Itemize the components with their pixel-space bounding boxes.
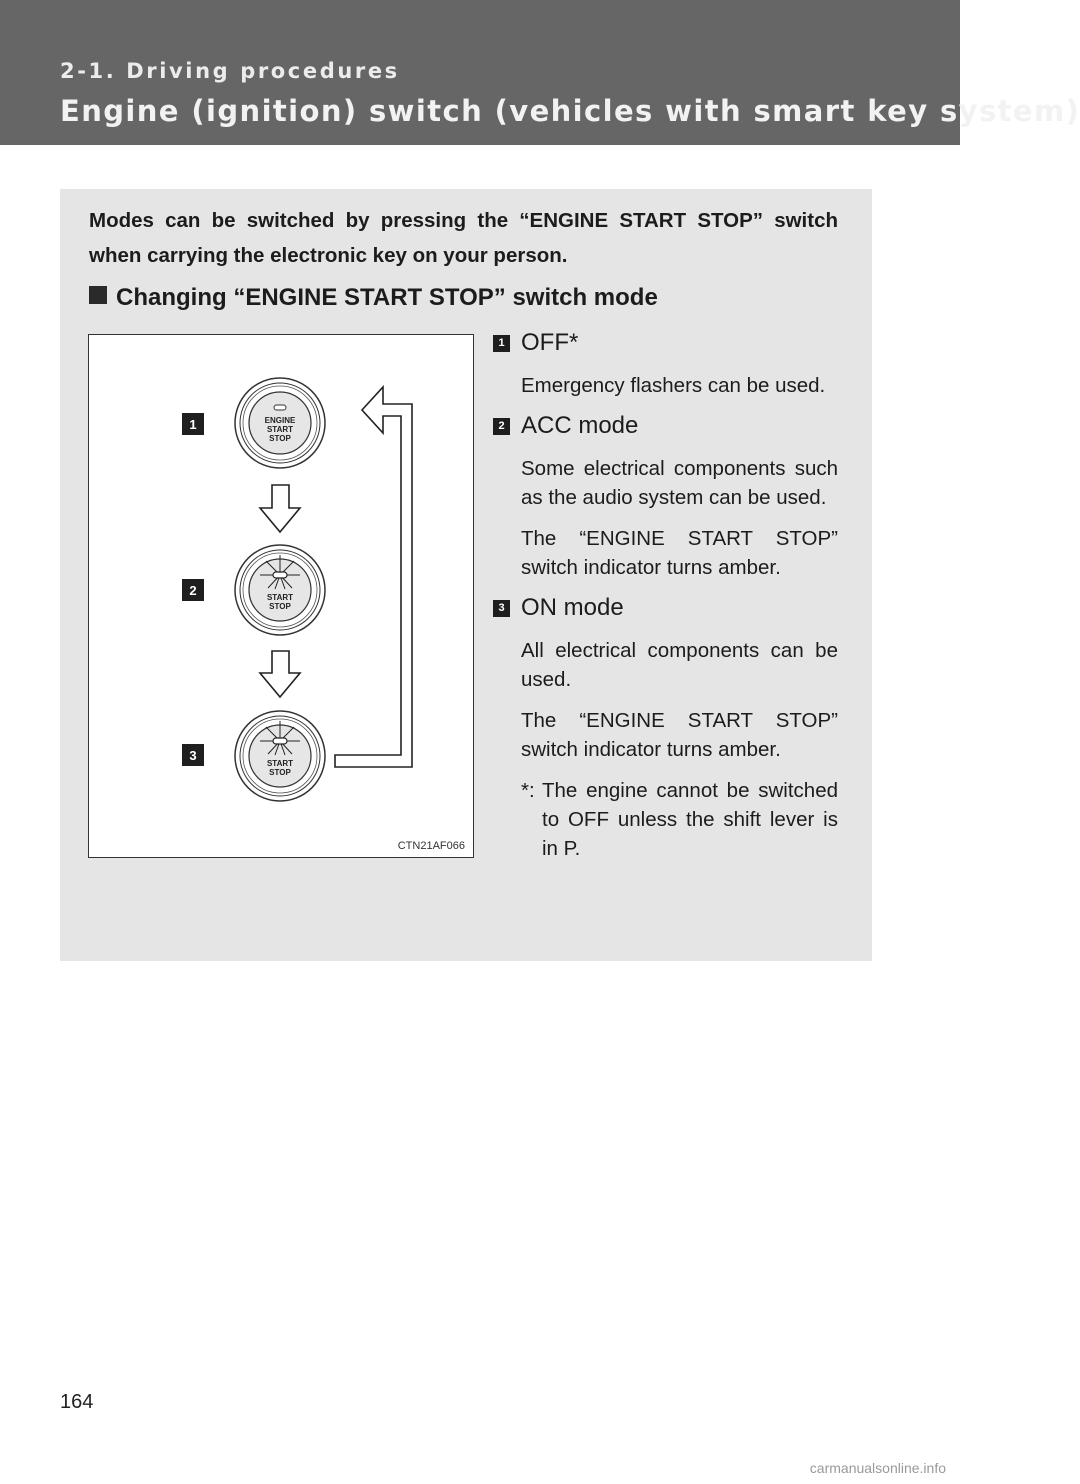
square-bullet-icon [89, 286, 107, 304]
mode-title: OFF* [521, 329, 579, 356]
intro-text: Modes can be switched by pressing the “ENGINE START STOP” switch when carrying the electronic key on your person. [89, 209, 838, 267]
mode-list [493, 329, 838, 863]
label-2-icon [182, 579, 204, 601]
svg-text:STOP: STOP [269, 602, 291, 611]
label-3-icon [182, 744, 204, 766]
svg-text:STOP: STOP [269, 768, 291, 777]
chapter-header [0, 0, 1080, 145]
page-number: 164 [60, 1391, 94, 1413]
footnote-mark: *: [521, 779, 535, 802]
figure-code: CTN21AF066 [397, 840, 465, 852]
mode-description: Some electrical components such as the audio system can be used. [521, 457, 838, 509]
svg-text:START: START [266, 759, 294, 768]
svg-text:STOP: STOP [269, 434, 291, 443]
subheading-text: Changing “ENGINE START STOP” switch mode [116, 284, 658, 311]
section-label: 2-1. Driving procedures [60, 59, 400, 83]
footnote-text: The engine cannot be switched to OFF unless the shift lever is in P. [542, 779, 838, 860]
label-1-icon [182, 413, 204, 435]
svg-text:START: START [266, 593, 294, 602]
engine-button-lit-icon [235, 711, 325, 801]
mode-description: The “ENGINE START STOP” switch indicator turns amber. [521, 527, 838, 579]
mode-description: All electrical components can be used. [521, 639, 838, 691]
mode-title: ACC mode [521, 412, 639, 439]
footnote [521, 776, 838, 863]
switch-mode-diagram [89, 335, 473, 857]
down-arrow-icon [260, 485, 300, 532]
mode-item-acc [493, 412, 838, 582]
content-box [60, 189, 872, 961]
subheading [89, 284, 658, 312]
mode-item-on [493, 594, 838, 863]
svg-text:ENGINE: ENGINE [264, 416, 296, 425]
mode-title: ON mode [521, 594, 624, 621]
svg-text:START: START [266, 425, 294, 434]
svg-text:3: 3 [189, 748, 197, 763]
mode-description: The “ENGINE START STOP” switch indicator turns amber. [521, 709, 838, 761]
engine-button-off-icon [235, 378, 325, 468]
svg-text:1: 1 [189, 417, 197, 432]
mode-item-off [493, 329, 838, 400]
svg-text:2: 2 [189, 583, 197, 598]
return-arrow-icon [335, 387, 412, 767]
engine-button-lit-icon [235, 545, 325, 635]
mode-description: Emergency flashers can be used. [521, 374, 826, 397]
number-badge-icon: 2 [493, 418, 510, 435]
number-badge-icon: 3 [493, 600, 510, 617]
down-arrow-icon [260, 651, 300, 697]
page-title: Engine (ignition) switch (vehicles with smart key system) [60, 94, 1080, 128]
number-badge-icon: 1 [493, 335, 510, 352]
watermark: carmanualsonline.info [809, 1460, 946, 1476]
switch-mode-figure [88, 334, 474, 858]
